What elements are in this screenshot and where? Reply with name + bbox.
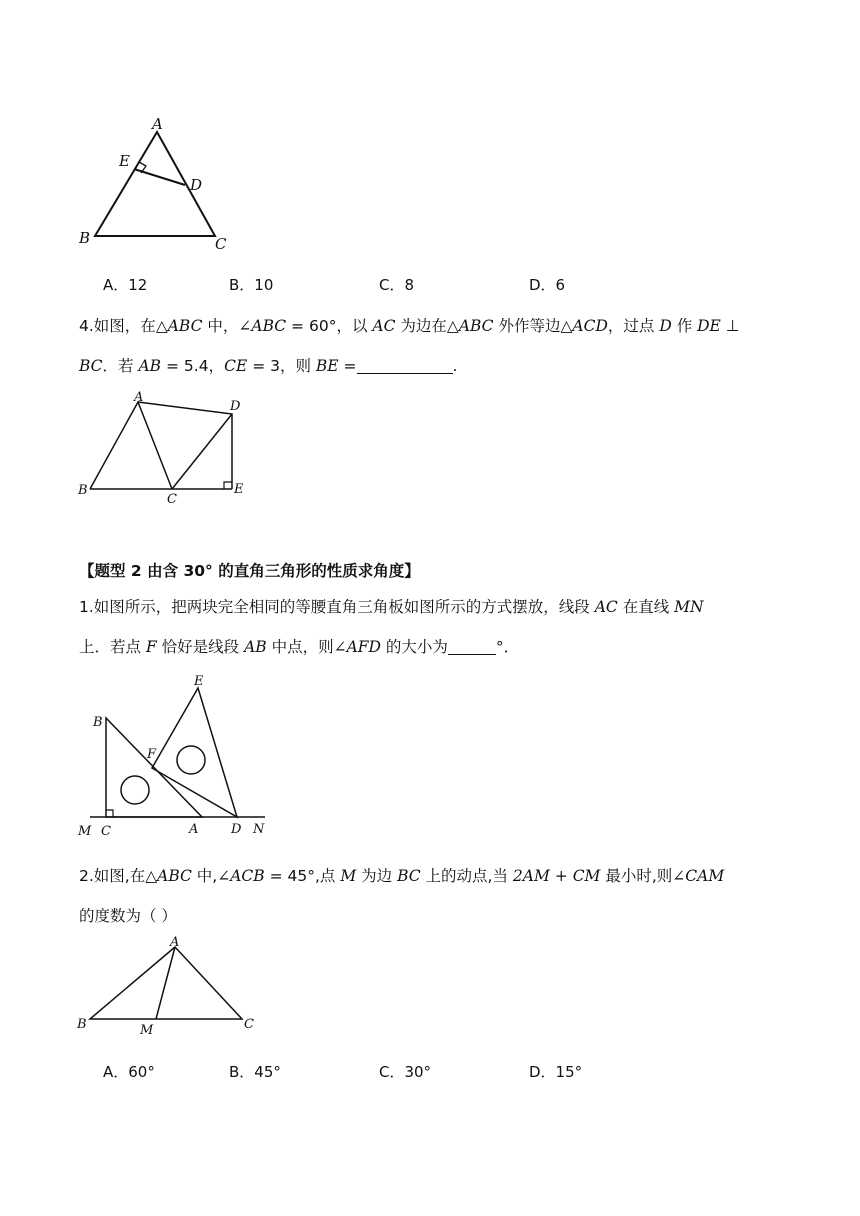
s1-line2: 上．若点 F 恰好是线段 AB 中点，则∠AFD 的大小为 °． xyxy=(79,638,520,656)
label-e: E xyxy=(234,482,244,497)
label-e: E xyxy=(194,674,204,689)
segment-am xyxy=(156,947,175,1019)
label-m: M xyxy=(140,1023,154,1038)
option-b[interactable]: B．10 xyxy=(229,276,274,294)
section-heading: 【题型 2 由含 30° 的直角三角形的性质求角度】 xyxy=(79,562,420,580)
option-c[interactable]: C．8 xyxy=(379,276,415,294)
label-d: D xyxy=(231,822,242,837)
label-a: A xyxy=(170,935,180,950)
option-c[interactable]: C．30° xyxy=(379,1063,432,1081)
right-angle-mark-e xyxy=(224,482,232,489)
label-c: C xyxy=(215,235,227,253)
label-a: A xyxy=(152,115,163,133)
s2-line1: 2.如图,在△ABC 中,∠ACB = 45°,点 M 为边 BC 上的动点,当 2AM + CM 最小时,则∠CAM xyxy=(79,867,725,885)
right-angle-mark-c xyxy=(106,810,113,817)
label-n: N xyxy=(253,822,265,837)
label-e: E xyxy=(119,152,130,170)
label-c: C xyxy=(101,824,111,839)
option-a[interactable]: A．60° xyxy=(103,1063,155,1081)
s2-line2: 的度数为（ ） xyxy=(79,907,177,925)
figure-triangle-abc-ed xyxy=(70,110,250,260)
label-m: M xyxy=(78,824,92,839)
hole-left xyxy=(121,776,149,804)
figure-triangle-acd xyxy=(70,385,260,510)
label-a: A xyxy=(134,390,144,405)
label-b: B xyxy=(78,483,88,498)
label-b: B xyxy=(79,229,91,247)
segment-b-a-c xyxy=(90,402,172,489)
label-d: D xyxy=(190,176,203,194)
option-b[interactable]: B．45° xyxy=(229,1063,281,1081)
answer-blank-be[interactable] xyxy=(357,359,453,374)
segment-cd xyxy=(172,414,232,489)
s1-line1: 1.如图所示，把两块完全相同的等腰直角三角板如图所示的方式摆放，线段 AC 在直线 MN xyxy=(79,598,704,616)
option-a[interactable]: A．12 xyxy=(103,276,148,294)
segment-a-d-e xyxy=(138,402,232,489)
option-d[interactable]: D．15° xyxy=(529,1063,583,1081)
answer-blank-afd[interactable] xyxy=(448,640,496,655)
label-b: B xyxy=(93,715,103,730)
label-f: F xyxy=(147,747,157,762)
label-b: B xyxy=(77,1017,87,1032)
figure-triangle-am xyxy=(70,930,270,1040)
label-d: D xyxy=(230,399,241,414)
set-square-abc xyxy=(106,718,202,817)
label-c: C xyxy=(167,492,177,507)
option-d[interactable]: D．6 xyxy=(529,276,566,294)
figure-set-squares xyxy=(70,670,280,840)
label-c: C xyxy=(244,1017,254,1032)
label-a: A xyxy=(189,822,199,837)
q4-line1: 4.如图，在△ABC 中，∠ABC = 60°，以 AC 为边在△ABC 外作等边△ACD，过点 D 作 DE ⊥ xyxy=(79,317,740,335)
hole-right xyxy=(177,746,205,774)
q4-line2: BC．若 AB = 5.4，CE = 3，则 BE = . xyxy=(79,357,458,375)
set-square-edf xyxy=(152,688,237,817)
